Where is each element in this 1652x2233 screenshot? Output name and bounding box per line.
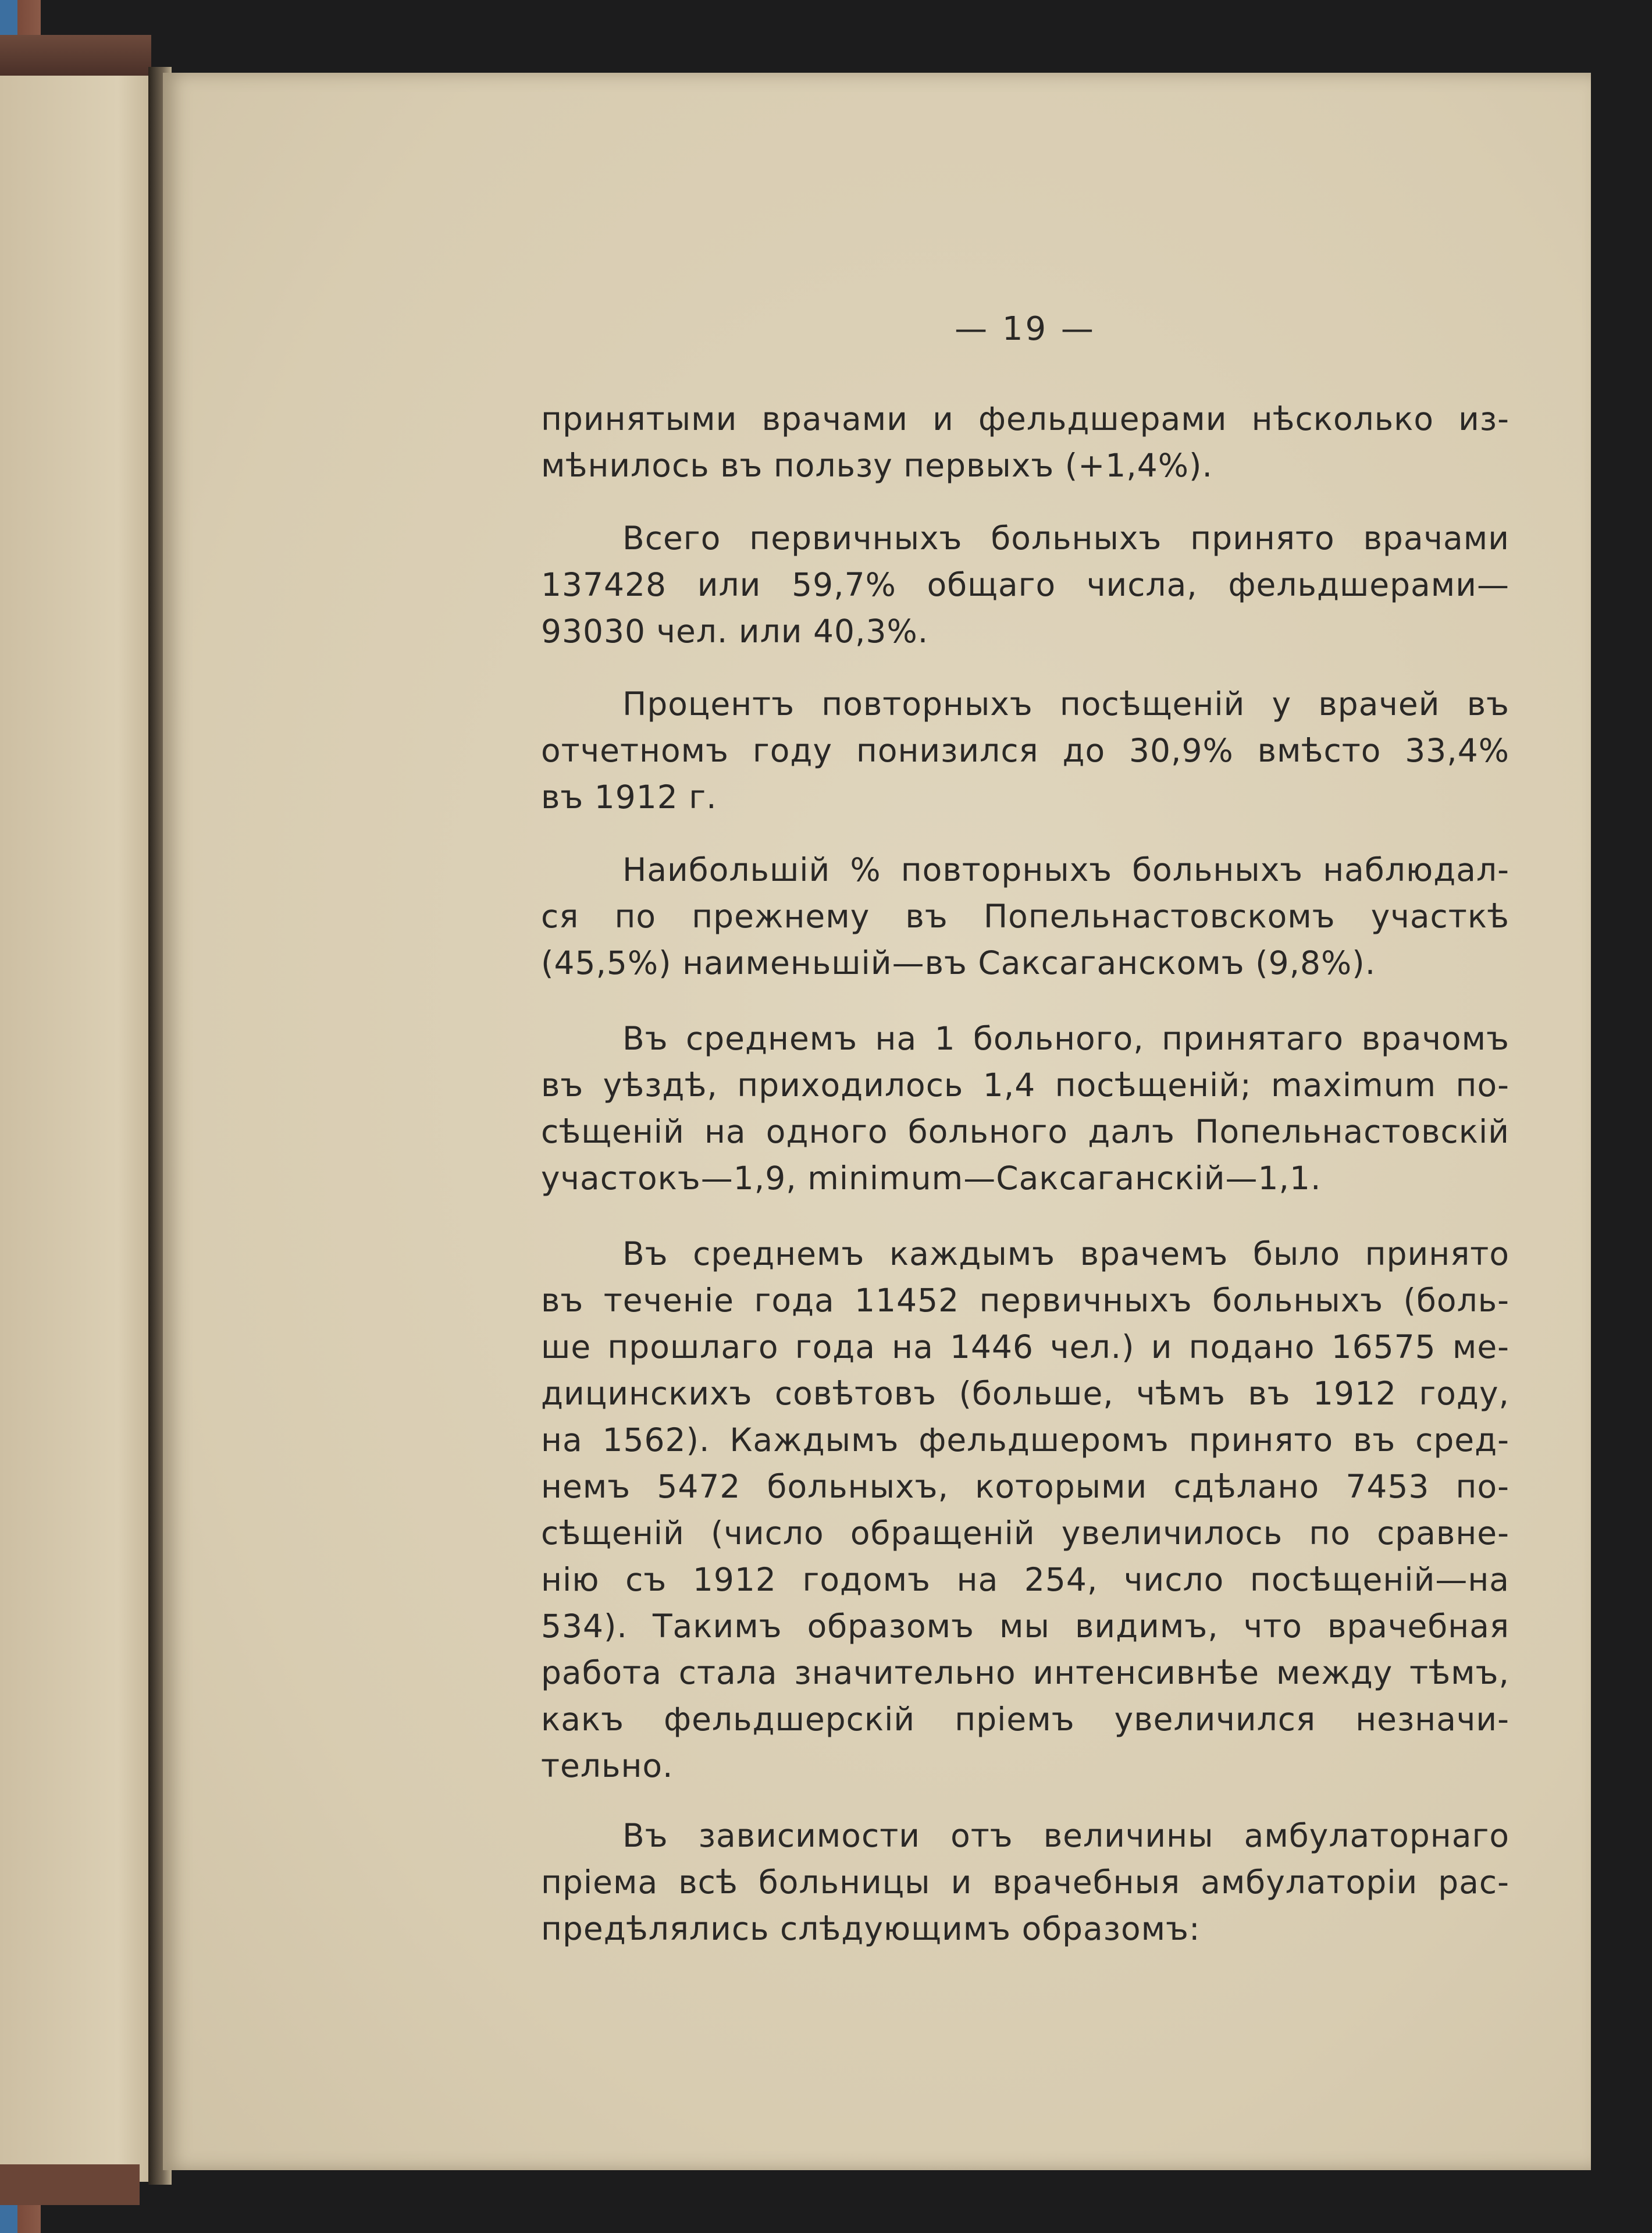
text-line: Въ зависимости отъ величины амбулаторнаго [622,1817,1509,1854]
paragraph [541,396,1509,489]
cover-corner-bottom [0,2164,140,2205]
text-line: принятыми врачами и фельдшерами нѣсколько из- [541,400,1509,438]
text-line: работа стала значительно интенсивнѣе между тѣмъ, [541,1654,1509,1691]
text-line: предѣлялись слѣдующимъ образомъ: [541,1910,1201,1947]
text-line: мѣнилось въ пользу первыхъ (+1,4%). [541,447,1213,484]
paragraph [541,1231,1509,1789]
text-line: Наибольшій % повторныхъ больныхъ наблюдал- [622,851,1509,888]
previous-page-edge [0,73,169,2182]
text-line: участокъ—1,9, minimum—Саксаганскій—1,1. [541,1160,1322,1197]
text-line: сѣщеній на одного больного далъ Попельнастовскій [541,1113,1509,1150]
text-line: на 1562). Каждымъ фельдшеромъ принято въ сред- [541,1421,1509,1459]
text-line: Всего первичныхъ больныхъ принято врачами [622,520,1509,557]
text-line: Въ среднемъ на 1 больного, принятаго врачомъ [622,1020,1509,1057]
paragraph [541,847,1509,986]
text-line: нію съ 1912 годомъ на 254, число посѣщеній—на [541,1561,1509,1598]
book-page [163,73,1591,2170]
text-line: какъ фельдшерскій пріемъ увеличился незначи- [541,1701,1509,1738]
text-line: сѣщеній (число обращеній увеличилось по сравне- [541,1514,1509,1552]
text-line: немъ 5472 больныхъ, которыми сдѣлано 7453 по- [541,1468,1509,1505]
text-line: тельно. [541,1747,674,1784]
text-line: 93030 чел. или 40,3%. [541,613,929,650]
text-line: дицинскихъ совѣтовъ (больше, чѣмъ въ 1912 году, [541,1375,1509,1412]
text-line: (45,5%) наименьшій—въ Саксаганскомъ (9,8%). [541,944,1376,982]
cover-corner-top [0,35,151,76]
paragraph [541,681,1509,820]
text-line: пріема всѣ больницы и врачебныя амбулаторіи рас- [541,1864,1509,1901]
paragraph [541,1015,1509,1201]
text-line: въ теченіе года 11452 первичныхъ больныхъ (боль- [541,1282,1509,1319]
paragraph [541,1812,1509,1952]
text-line: ся по прежнему въ Попельнастовскомъ участкѣ [541,898,1509,935]
text-line: Процентъ повторныхъ посѣщеній у врачей въ [622,685,1509,723]
text-line: отчетномъ году понизился до 30,9% вмѣсто 33,4% [541,732,1509,769]
text-line: въ уѣздѣ, приходилось 1,4 посѣщеній; maximum по- [541,1066,1509,1104]
text-line: 137428 или 59,7% общаго числа, фельдшерами— [541,566,1509,603]
text-line: въ 1912 г. [541,778,717,816]
text-line: ше прошлаго года на 1446 чел.) и подано 16575 ме- [541,1328,1509,1366]
text-line: 534). Такимъ образомъ мы видимъ, что врачебная [541,1608,1509,1645]
text-line: Въ среднемъ каждымъ врачемъ было принято [622,1235,1509,1272]
paragraph [541,515,1509,655]
page-number: — 19 — [955,310,1096,348]
